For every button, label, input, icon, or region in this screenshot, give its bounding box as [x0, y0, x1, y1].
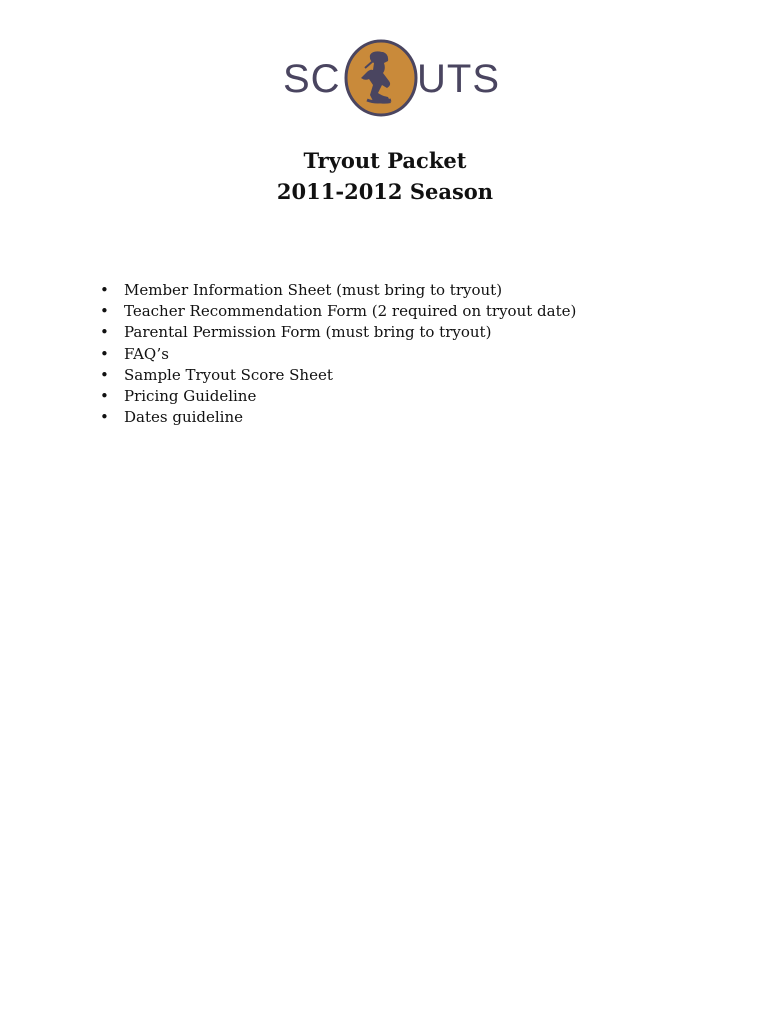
list-item	[100, 386, 576, 407]
document-subtitle-season: 2011-2012 Season	[276, 179, 494, 204]
list-item-text: Pricing Guideline	[124, 387, 257, 406]
logo-text-left: SC	[283, 57, 341, 101]
bullet-icon: •	[100, 302, 109, 321]
bullet-icon: •	[100, 408, 109, 427]
list-item	[100, 365, 576, 386]
packet-contents-list	[100, 280, 576, 428]
list-item-text: Parental Permission Form (must bring to tryout)	[124, 323, 492, 342]
list-item-text: FAQ’s	[124, 344, 169, 363]
bullet-icon: •	[100, 365, 109, 384]
list-item	[100, 280, 576, 301]
list-item	[100, 301, 576, 322]
list-item-text: Member Information Sheet (must bring to tryout)	[124, 281, 503, 299]
logo-text-right: UTS	[417, 57, 500, 101]
list-item	[100, 322, 576, 343]
list-item	[100, 344, 576, 365]
list-item-text: Sample Tryout Score Sheet	[124, 365, 333, 384]
bullet-icon: •	[100, 281, 109, 299]
bullet-icon: •	[100, 323, 109, 342]
document-title: Tryout Packet	[303, 148, 467, 173]
bullet-icon: •	[100, 344, 109, 363]
list-item-text: Teacher Recommendation Form (2 required on tryout date)	[124, 302, 577, 321]
list-item	[100, 407, 576, 428]
bullet-icon: •	[100, 387, 109, 406]
list-item-text: Dates guideline	[124, 408, 244, 427]
scout-emblem-icon	[343, 38, 419, 118]
